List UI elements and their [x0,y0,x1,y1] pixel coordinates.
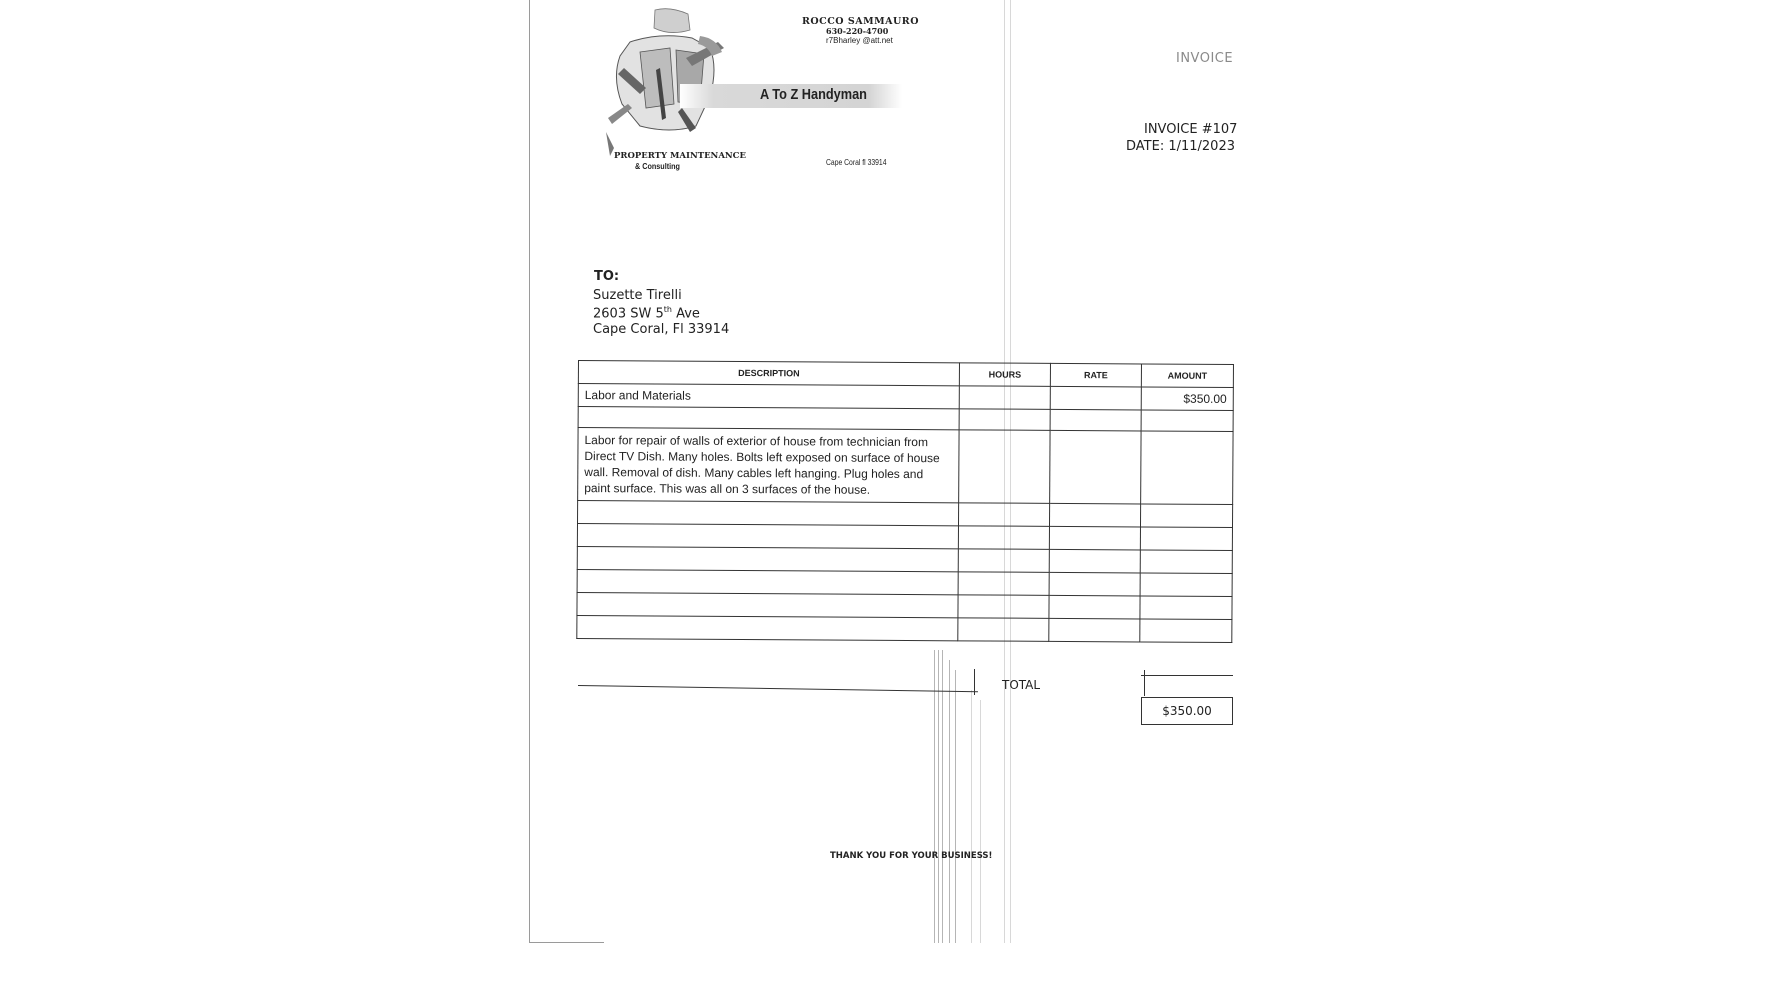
bill-to-label: TO: [594,269,620,284]
business-tagline-sub: & Consulting [635,161,680,171]
total-label: TOTAL [1002,678,1041,692]
business-tagline: PROPERTY MAINTENANCE [614,151,746,161]
scan-artifact [971,690,972,943]
scan-artifact [934,650,935,943]
line-items-table-wrap [576,360,1233,643]
row-rate [1050,386,1141,410]
owner-phone: 630-220-4700 [826,26,889,36]
owner-email: r7Bharley @att.net [826,36,893,45]
street-number: 2603 SW 5 [593,306,664,322]
table-row [577,615,1232,642]
row-description: Labor and Materials [578,384,959,409]
page-edge [529,942,604,943]
col-header-amount: AMOUNT [1141,364,1233,388]
owner-name: ROCCO SAMMAURO [802,16,919,27]
line-items-table [576,360,1234,643]
total-amount: $350.00 [1141,697,1233,725]
row-hours [959,386,1050,410]
row-amount [1141,431,1233,505]
bill-to-city: Cape Coral, Fl 33914 [593,322,730,337]
total-amount-top-rule [1141,675,1233,676]
col-header-hours: HOURS [959,363,1050,387]
scan-artifact [942,650,943,943]
scan-artifact [980,700,981,943]
invoice-number: INVOICE #107 [1144,122,1238,137]
thank-you-note: THANK YOU FOR YOUR BUSINESS! [830,851,993,861]
brand-name: A To Z Handyman [760,86,867,103]
invoice-date: DATE: 1/11/2023 [1126,139,1235,154]
scan-artifact [949,660,950,943]
street-ordinal: th [663,305,672,314]
total-rate-cell [1056,670,1145,696]
col-header-rate: RATE [1050,363,1141,387]
bill-to-name: Suzette Tirelli [593,288,682,303]
document-type: INVOICE [1176,51,1234,66]
row-amount: $350.00 [1141,387,1233,411]
street-name: Ave [671,306,700,322]
row-hours [959,430,1050,504]
row-description: Labor for repair of walls of exterior of house from technician from Direct TV Dish. Many holes. Bolts left exposed on surface of house wall. Removal of dish. Many cables left hanging. Plug holes and paint surface. This was all on 3 surfaces of the house. [578,428,959,503]
scan-artifact [938,650,939,943]
col-header-description: DESCRIPTION [578,361,959,386]
bill-to-street [593,305,700,321]
business-city: Cape Coral fl 33914 [826,158,887,167]
table-row [578,428,1233,505]
scan-artifact [955,670,956,943]
row-rate [1050,430,1141,504]
